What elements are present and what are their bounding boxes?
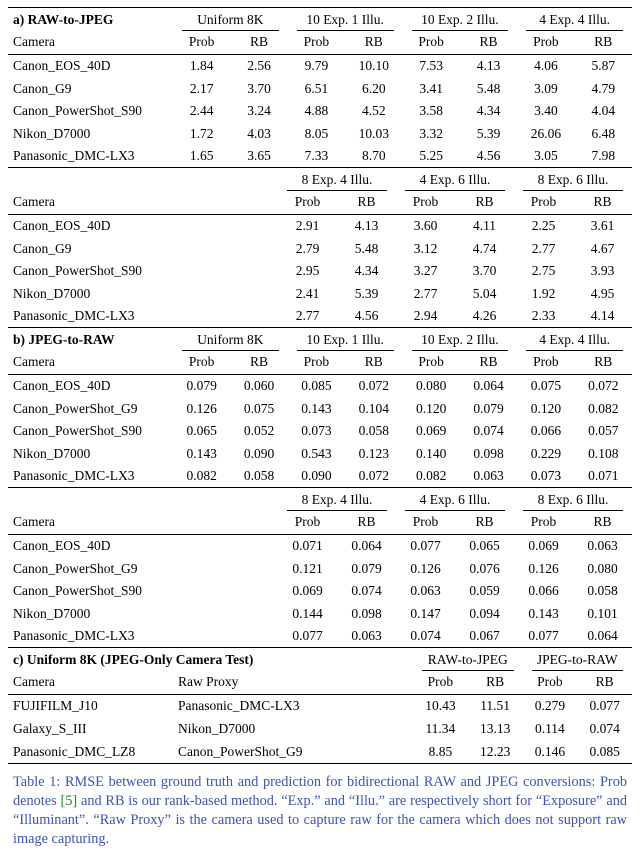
value-cell: 10.43: [425, 698, 456, 714]
value-cell: 0.077: [589, 698, 620, 714]
rb-column-header: RB: [468, 671, 523, 695]
raw-proxy-name: Canon_PowerShot_G9: [178, 743, 303, 759]
camera-name: Canon_EOS_40D: [13, 218, 111, 234]
table-row: [8, 740, 632, 763]
empty-cell: [8, 488, 278, 511]
camera-name: Canon_PowerShot_G9: [13, 560, 138, 576]
camera-name: Canon_PowerShot_S90: [13, 423, 143, 439]
prob-column-header: Prob: [523, 671, 578, 695]
camera-name: Canon_G9: [13, 240, 72, 256]
raw-proxy-name: Panasonic_DMC-LX3: [178, 698, 300, 714]
value-cell: 4.03: [247, 125, 271, 141]
value-cell: 12.23: [479, 743, 511, 759]
group-label: 4 Exp. 6 Illu.: [405, 168, 505, 191]
rb-column-header: RB: [573, 511, 632, 535]
camera-column-header: Camera: [8, 511, 278, 535]
table-caption: [13, 773, 627, 849]
group-label: 10 Exp. 1 Illu.: [297, 328, 394, 351]
group-header-row: [8, 8, 632, 31]
section-title-b: b) JPEG-to-RAW: [13, 332, 115, 348]
rb-column-header: RB: [345, 31, 402, 55]
value-cell: 0.063: [587, 538, 618, 554]
value-cell: 0.108: [588, 445, 619, 461]
value-cell: 0.090: [301, 468, 332, 484]
value-cell: 0.279: [534, 698, 566, 714]
table-row: [8, 694, 632, 717]
value-cell: 0.064: [473, 378, 504, 394]
empty-cell: [8, 168, 278, 191]
prob-column-header: Prob: [288, 351, 345, 375]
section-title-a: a) RAW-to-JPEG: [13, 12, 114, 27]
value-cell: 4.34: [476, 103, 501, 119]
camera-column-header: Camera: [8, 351, 173, 375]
value-cell: 0.074: [473, 423, 504, 439]
value-cell: 0.085: [589, 743, 620, 759]
value-cell: 0.072: [358, 378, 389, 394]
camera-name: Canon_PowerShot_S90: [13, 583, 143, 599]
camera-name: Panasonic_DMC-LX3: [13, 148, 135, 164]
table-row: [8, 717, 632, 740]
value-cell: 4.11: [472, 218, 497, 234]
value-cell: 2.95: [295, 263, 320, 279]
camera-name: Nikon_D7000: [13, 285, 91, 301]
group-header-row: [8, 648, 632, 671]
prob-column-header: Prob: [288, 31, 345, 55]
group-label: Uniform 8K: [182, 8, 279, 31]
camera-name: Nikon_D7000: [13, 445, 91, 461]
value-cell: 0.058: [358, 423, 389, 439]
value-cell: 0.126: [410, 560, 441, 576]
value-cell: 11.34: [425, 720, 456, 736]
rb-column-header: RB: [577, 671, 632, 695]
value-cell: 11.51: [480, 698, 511, 714]
camera-name: Nikon_D7000: [13, 125, 91, 141]
rb-column-header: RB: [575, 351, 632, 375]
table-row: [8, 282, 632, 305]
table-row: [8, 260, 632, 283]
value-cell: 3.32: [419, 125, 443, 141]
value-cell: 0.229: [530, 445, 562, 461]
camera-name: Canon_EOS_40D: [13, 378, 111, 394]
table-row: [8, 625, 632, 648]
value-cell: 0.071: [588, 468, 619, 484]
value-cell: 0.079: [473, 400, 504, 416]
table-row: [8, 465, 632, 488]
value-cell: 0.066: [530, 423, 562, 439]
value-cell: 0.082: [186, 468, 217, 484]
citation-link[interactable]: [5]: [60, 792, 78, 809]
rb-column-header: RB: [460, 351, 517, 375]
group-header: [523, 648, 633, 671]
value-cell: 5.39: [476, 125, 501, 141]
value-cell: 2.94: [413, 308, 438, 324]
group-header: [278, 168, 396, 191]
camera-name: Nikon_D7000: [13, 605, 91, 621]
value-cell: 0.077: [292, 628, 323, 644]
value-cell: 0.072: [358, 468, 389, 484]
value-cell: 0.065: [186, 423, 217, 439]
column-header-row: [8, 671, 632, 695]
value-cell: 3.65: [247, 148, 271, 164]
value-cell: 0.063: [351, 628, 382, 644]
group-header: [288, 8, 403, 31]
camera-name: Canon_G9: [13, 80, 72, 96]
value-cell: 0.080: [587, 560, 618, 576]
value-cell: 4.06: [534, 58, 558, 74]
value-cell: 2.77: [295, 308, 320, 324]
column-header-row: [8, 351, 632, 375]
table-row: [8, 534, 632, 557]
value-cell: 0.098: [351, 605, 382, 621]
rb-column-header: RB: [575, 31, 632, 55]
group-header: [413, 648, 523, 671]
value-cell: 3.05: [534, 148, 558, 164]
prob-column-header: Prob: [403, 351, 460, 375]
value-cell: 0.059: [469, 583, 500, 599]
camera-column-header: Camera: [8, 671, 173, 695]
raw-proxy-name: Nikon_D7000: [178, 720, 256, 736]
value-cell: 7.33: [304, 148, 329, 164]
value-cell: 3.58: [419, 103, 443, 119]
value-cell: 0.064: [351, 538, 382, 554]
prob-column-header: Prob: [514, 511, 573, 535]
value-cell: 4.67: [590, 240, 615, 256]
value-cell: 0.058: [587, 583, 618, 599]
group-header: [403, 328, 518, 351]
value-cell: 0.090: [243, 445, 275, 461]
value-cell: 1.65: [189, 148, 214, 164]
value-cell: 0.073: [530, 468, 562, 484]
prob-column-header: Prob: [396, 511, 455, 535]
table-row: [8, 237, 632, 260]
value-cell: 0.146: [534, 743, 566, 759]
group-label: 4 Exp. 4 Illu.: [526, 328, 623, 351]
value-cell: 8.05: [304, 125, 329, 141]
value-cell: 2.17: [189, 80, 214, 96]
rb-column-header: RB: [460, 31, 517, 55]
value-cell: 4.13: [476, 58, 501, 74]
value-cell: 2.77: [413, 285, 438, 301]
value-cell: 0.066: [528, 583, 559, 599]
value-cell: 0.064: [587, 628, 618, 644]
group-label: 8 Exp. 4 Illu.: [287, 488, 387, 511]
value-cell: 3.93: [590, 263, 615, 279]
value-cell: 0.543: [301, 445, 332, 461]
table-b1-jpeg-to-raw: [8, 328, 632, 488]
group-header: [517, 328, 632, 351]
value-cell: 0.114: [534, 720, 565, 736]
value-cell: 3.61: [590, 218, 615, 234]
value-cell: 0.072: [588, 378, 619, 394]
prob-column-header: Prob: [514, 191, 573, 215]
table-row: [8, 214, 632, 237]
value-cell: 7.53: [419, 58, 443, 74]
table-row: [8, 77, 632, 100]
value-cell: 0.104: [358, 400, 389, 416]
table-a2-raw-to-jpeg-cont: [8, 168, 632, 328]
value-cell: 2.77: [531, 240, 556, 256]
table-row: [8, 374, 632, 397]
caption-text-pre: Table 1: RMSE between ground truth and prediction for bidirectional RAW and JPEG conversions: Prob denotes: [13, 773, 627, 809]
group-label: 8 Exp. 6 Illu.: [523, 168, 623, 191]
value-cell: 3.09: [534, 80, 558, 96]
group-header: [173, 328, 288, 351]
table-row: [8, 420, 632, 443]
value-cell: 0.126: [186, 400, 217, 416]
rb-column-header: RB: [455, 191, 514, 215]
value-cell: 0.120: [416, 400, 447, 416]
value-cell: 10.10: [358, 58, 389, 74]
value-cell: 4.56: [476, 148, 501, 164]
value-cell: 2.41: [295, 285, 320, 301]
value-cell: 0.094: [469, 605, 500, 621]
group-label: 10 Exp. 2 Illu.: [412, 328, 509, 351]
group-label: RAW-to-JPEG: [422, 648, 514, 671]
prob-column-header: Prob: [278, 191, 337, 215]
column-header-row: [8, 511, 632, 535]
value-cell: 1.92: [531, 285, 556, 301]
value-cell: 9.79: [304, 58, 329, 74]
group-header: [288, 328, 403, 351]
table-row: [8, 145, 632, 168]
value-cell: 0.057: [588, 423, 619, 439]
value-cell: 2.79: [295, 240, 320, 256]
value-cell: 0.076: [469, 560, 500, 576]
table-b2-jpeg-to-raw-cont: [8, 488, 632, 648]
group-header: [514, 168, 632, 191]
value-cell: 1.72: [189, 125, 214, 141]
raw-proxy-column-header: Raw Proxy: [173, 671, 413, 695]
group-header-row: [8, 328, 632, 351]
value-cell: 3.60: [413, 218, 438, 234]
value-cell: 0.067: [469, 628, 500, 644]
prob-column-header: Prob: [278, 511, 337, 535]
column-header-row: [8, 31, 632, 55]
value-cell: 0.075: [530, 378, 562, 394]
value-cell: 0.080: [416, 378, 447, 394]
rb-column-header: RB: [230, 351, 287, 375]
value-cell: 0.143: [186, 445, 217, 461]
value-cell: 4.26: [472, 308, 497, 324]
camera-name: Galaxy_S_III: [13, 720, 87, 736]
value-cell: 6.20: [362, 80, 386, 96]
value-cell: 26.06: [530, 125, 562, 141]
value-cell: 5.48: [476, 80, 501, 96]
value-cell: 0.074: [410, 628, 441, 644]
value-cell: 4.56: [354, 308, 379, 324]
value-cell: 0.063: [473, 468, 504, 484]
value-cell: 0.073: [301, 423, 332, 439]
value-cell: 0.069: [416, 423, 447, 439]
value-cell: 2.91: [295, 218, 320, 234]
prob-column-header: Prob: [517, 351, 574, 375]
value-cell: 2.25: [531, 218, 556, 234]
value-cell: 0.143: [528, 605, 559, 621]
value-cell: 0.121: [292, 560, 323, 576]
camera-name: Canon_PowerShot_S90: [13, 103, 143, 119]
value-cell: 0.143: [301, 400, 332, 416]
value-cell: 0.077: [528, 628, 559, 644]
table-row: [8, 122, 632, 145]
rb-column-header: RB: [230, 31, 287, 55]
value-cell: 0.147: [410, 605, 441, 621]
group-header: [517, 8, 632, 31]
table-row: [8, 100, 632, 123]
group-header: [396, 488, 514, 511]
value-cell: 0.074: [351, 583, 382, 599]
value-cell: 0.065: [469, 538, 500, 554]
value-cell: 3.40: [534, 103, 558, 119]
group-label: Uniform 8K: [182, 328, 279, 351]
value-cell: 0.098: [473, 445, 504, 461]
value-cell: 0.074: [589, 720, 620, 736]
value-cell: 0.075: [243, 400, 275, 416]
group-header: [173, 8, 288, 31]
camera-name: Panasonic_DMC-LX3: [13, 468, 135, 484]
value-cell: 4.13: [354, 218, 379, 234]
group-label: JPEG-to-RAW: [532, 648, 624, 671]
value-cell: 4.34: [354, 263, 379, 279]
value-cell: 4.88: [304, 103, 329, 119]
table-c-jpeg-only-camera-test: [8, 648, 632, 763]
group-label: 8 Exp. 4 Illu.: [287, 168, 387, 191]
value-cell: 8.85: [428, 743, 453, 759]
value-cell: 4.79: [591, 80, 616, 96]
rb-column-header: RB: [573, 191, 632, 215]
value-cell: 3.70: [247, 80, 271, 96]
caption-text-post: and RB is our rank-based method. “Exp.” and “Illu.” are respectively short for “Exposure” and “Illuminant”. “Raw Proxy” is the camera used to capture raw for the camera which does not support raw image capturing.: [13, 792, 627, 847]
value-cell: 3.12: [413, 240, 438, 256]
value-cell: 5.25: [419, 148, 443, 164]
camera-name: FUJIFILM_J10: [13, 698, 98, 714]
table-row: [8, 442, 632, 465]
value-cell: 3.41: [419, 80, 443, 96]
value-cell: 2.33: [531, 308, 556, 324]
prob-column-header: Prob: [413, 671, 468, 695]
group-header: [396, 168, 514, 191]
group-label: 8 Exp. 6 Illu.: [523, 488, 623, 511]
rb-column-header: RB: [345, 351, 402, 375]
value-cell: 0.140: [416, 445, 447, 461]
group-label: 4 Exp. 6 Illu.: [405, 488, 505, 511]
table-a1-raw-to-jpeg: [8, 7, 632, 168]
value-cell: 6.51: [304, 80, 329, 96]
value-cell: 4.95: [590, 285, 615, 301]
table-row: [8, 54, 632, 77]
value-cell: 0.069: [292, 583, 323, 599]
value-cell: 5.04: [472, 285, 497, 301]
camera-name: Canon_EOS_40D: [13, 58, 111, 74]
value-cell: 3.24: [247, 103, 271, 119]
value-cell: 0.144: [292, 605, 323, 621]
prob-column-header: Prob: [173, 31, 230, 55]
camera-name: Panasonic_DMC_LZ8: [13, 743, 136, 759]
table-row: [8, 557, 632, 580]
camera-name: Canon_EOS_40D: [13, 538, 111, 554]
value-cell: 5.39: [354, 285, 379, 301]
value-cell: 0.079: [351, 560, 382, 576]
table-row: [8, 397, 632, 420]
rb-column-header: RB: [455, 511, 514, 535]
value-cell: 6.48: [591, 125, 616, 141]
value-cell: 8.70: [362, 148, 386, 164]
table-row: [8, 305, 632, 328]
group-label: 10 Exp. 1 Illu.: [297, 8, 394, 31]
value-cell: 3.70: [472, 263, 497, 279]
value-cell: 2.75: [531, 263, 556, 279]
value-cell: 0.126: [528, 560, 559, 576]
table-row: [8, 602, 632, 625]
value-cell: 0.082: [588, 400, 619, 416]
column-header-row: [8, 191, 632, 215]
group-label: 4 Exp. 4 Illu.: [526, 8, 623, 31]
prob-column-header: Prob: [517, 31, 574, 55]
camera-column-header: Camera: [8, 31, 173, 55]
prob-column-header: Prob: [396, 191, 455, 215]
group-header: [403, 8, 518, 31]
prob-column-header: Prob: [403, 31, 460, 55]
value-cell: 0.123: [358, 445, 389, 461]
value-cell: 0.079: [186, 378, 217, 394]
rb-column-header: RB: [337, 511, 396, 535]
group-header-row: [8, 488, 632, 511]
value-cell: 0.101: [587, 605, 618, 621]
value-cell: 0.060: [243, 378, 275, 394]
rb-column-header: RB: [337, 191, 396, 215]
group-header: [514, 488, 632, 511]
value-cell: 2.56: [247, 58, 271, 74]
value-cell: 3.27: [413, 263, 438, 279]
camera-name: Canon_PowerShot_S90: [13, 263, 143, 279]
group-header: [278, 488, 396, 511]
section-title-c: c) Uniform 8K (JPEG-Only Camera Test): [13, 652, 254, 668]
value-cell: 0.071: [292, 538, 323, 554]
group-header-row: [8, 168, 632, 191]
value-cell: 0.058: [243, 468, 275, 484]
value-cell: 0.085: [301, 378, 332, 394]
value-cell: 0.069: [528, 538, 559, 554]
value-cell: 7.98: [591, 148, 616, 164]
camera-name: Panasonic_DMC-LX3: [13, 308, 135, 324]
value-cell: 0.063: [410, 583, 441, 599]
value-cell: 5.48: [354, 240, 379, 256]
group-label: 10 Exp. 2 Illu.: [412, 8, 509, 31]
table-row: [8, 580, 632, 603]
value-cell: 5.87: [591, 58, 616, 74]
camera-name: Canon_PowerShot_G9: [13, 400, 138, 416]
value-cell: 1.84: [189, 58, 214, 74]
camera-column-header: Camera: [8, 191, 278, 215]
value-cell: 10.03: [358, 125, 389, 141]
value-cell: 4.04: [591, 103, 616, 119]
prob-column-header: Prob: [173, 351, 230, 375]
value-cell: 4.74: [472, 240, 497, 256]
value-cell: 4.14: [590, 308, 615, 324]
value-cell: 0.077: [410, 538, 441, 554]
value-cell: 4.52: [362, 103, 386, 119]
value-cell: 0.082: [416, 468, 447, 484]
camera-name: Panasonic_DMC-LX3: [13, 628, 135, 644]
value-cell: 13.13: [479, 720, 511, 736]
value-cell: 0.120: [530, 400, 562, 416]
value-cell: 2.44: [189, 103, 214, 119]
value-cell: 0.052: [243, 423, 275, 439]
